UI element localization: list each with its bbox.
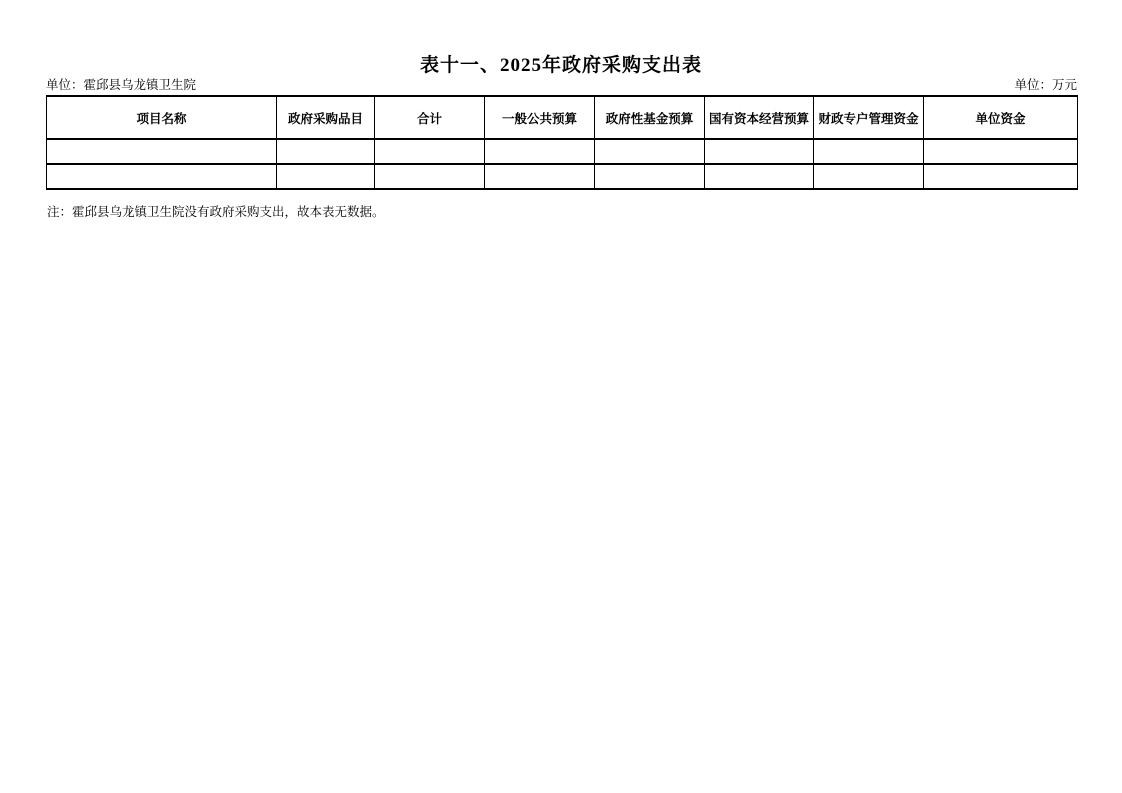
table-cell [924, 164, 1078, 189]
header-cell-total: 合计 [375, 96, 485, 139]
table-body [47, 139, 1078, 189]
table-cell [485, 139, 595, 164]
table-cell [595, 139, 705, 164]
header-cell-public-budget: 一般公共预算 [485, 96, 595, 139]
table-cell [814, 139, 924, 164]
table-cell [595, 164, 705, 189]
table-header-row [47, 96, 1078, 139]
header-cell-gov-fund-budget: 政府性基金预算 [595, 96, 705, 139]
unit-currency-label: 单位：万元 [1014, 78, 1077, 92]
table-cell [814, 164, 924, 189]
table-cell [277, 164, 375, 189]
table-cell [277, 139, 375, 164]
unit-labels-row [46, 77, 1077, 93]
unit-name-label: 单位：霍邱县乌龙镇卫生院 [46, 78, 197, 92]
procurement-table [46, 95, 1078, 190]
header-cell-unit-funds: 单位资金 [924, 96, 1078, 139]
table-cell [705, 139, 814, 164]
table-cell [375, 164, 485, 189]
table-cell [485, 164, 595, 189]
table-row [47, 164, 1078, 189]
table-row [47, 139, 1078, 164]
table-note: 注：霍邱县乌龙镇卫生院没有政府采购支出，故本表无数据。 [47, 205, 385, 219]
table-cell [705, 164, 814, 189]
table-cell [375, 139, 485, 164]
page-title: 表十一、2025年政府采购支出表 [419, 55, 702, 76]
header-cell-procurement-item: 政府采购品目 [277, 96, 375, 139]
header-cell-project-name: 项目名称 [47, 96, 277, 139]
header-cell-special-account-funds: 财政专户管理资金 [814, 96, 924, 139]
table-cell [47, 139, 277, 164]
table-cell [924, 139, 1078, 164]
header-cell-state-capital-budget: 国有资本经营预算 [705, 96, 814, 139]
table-cell [47, 164, 277, 189]
